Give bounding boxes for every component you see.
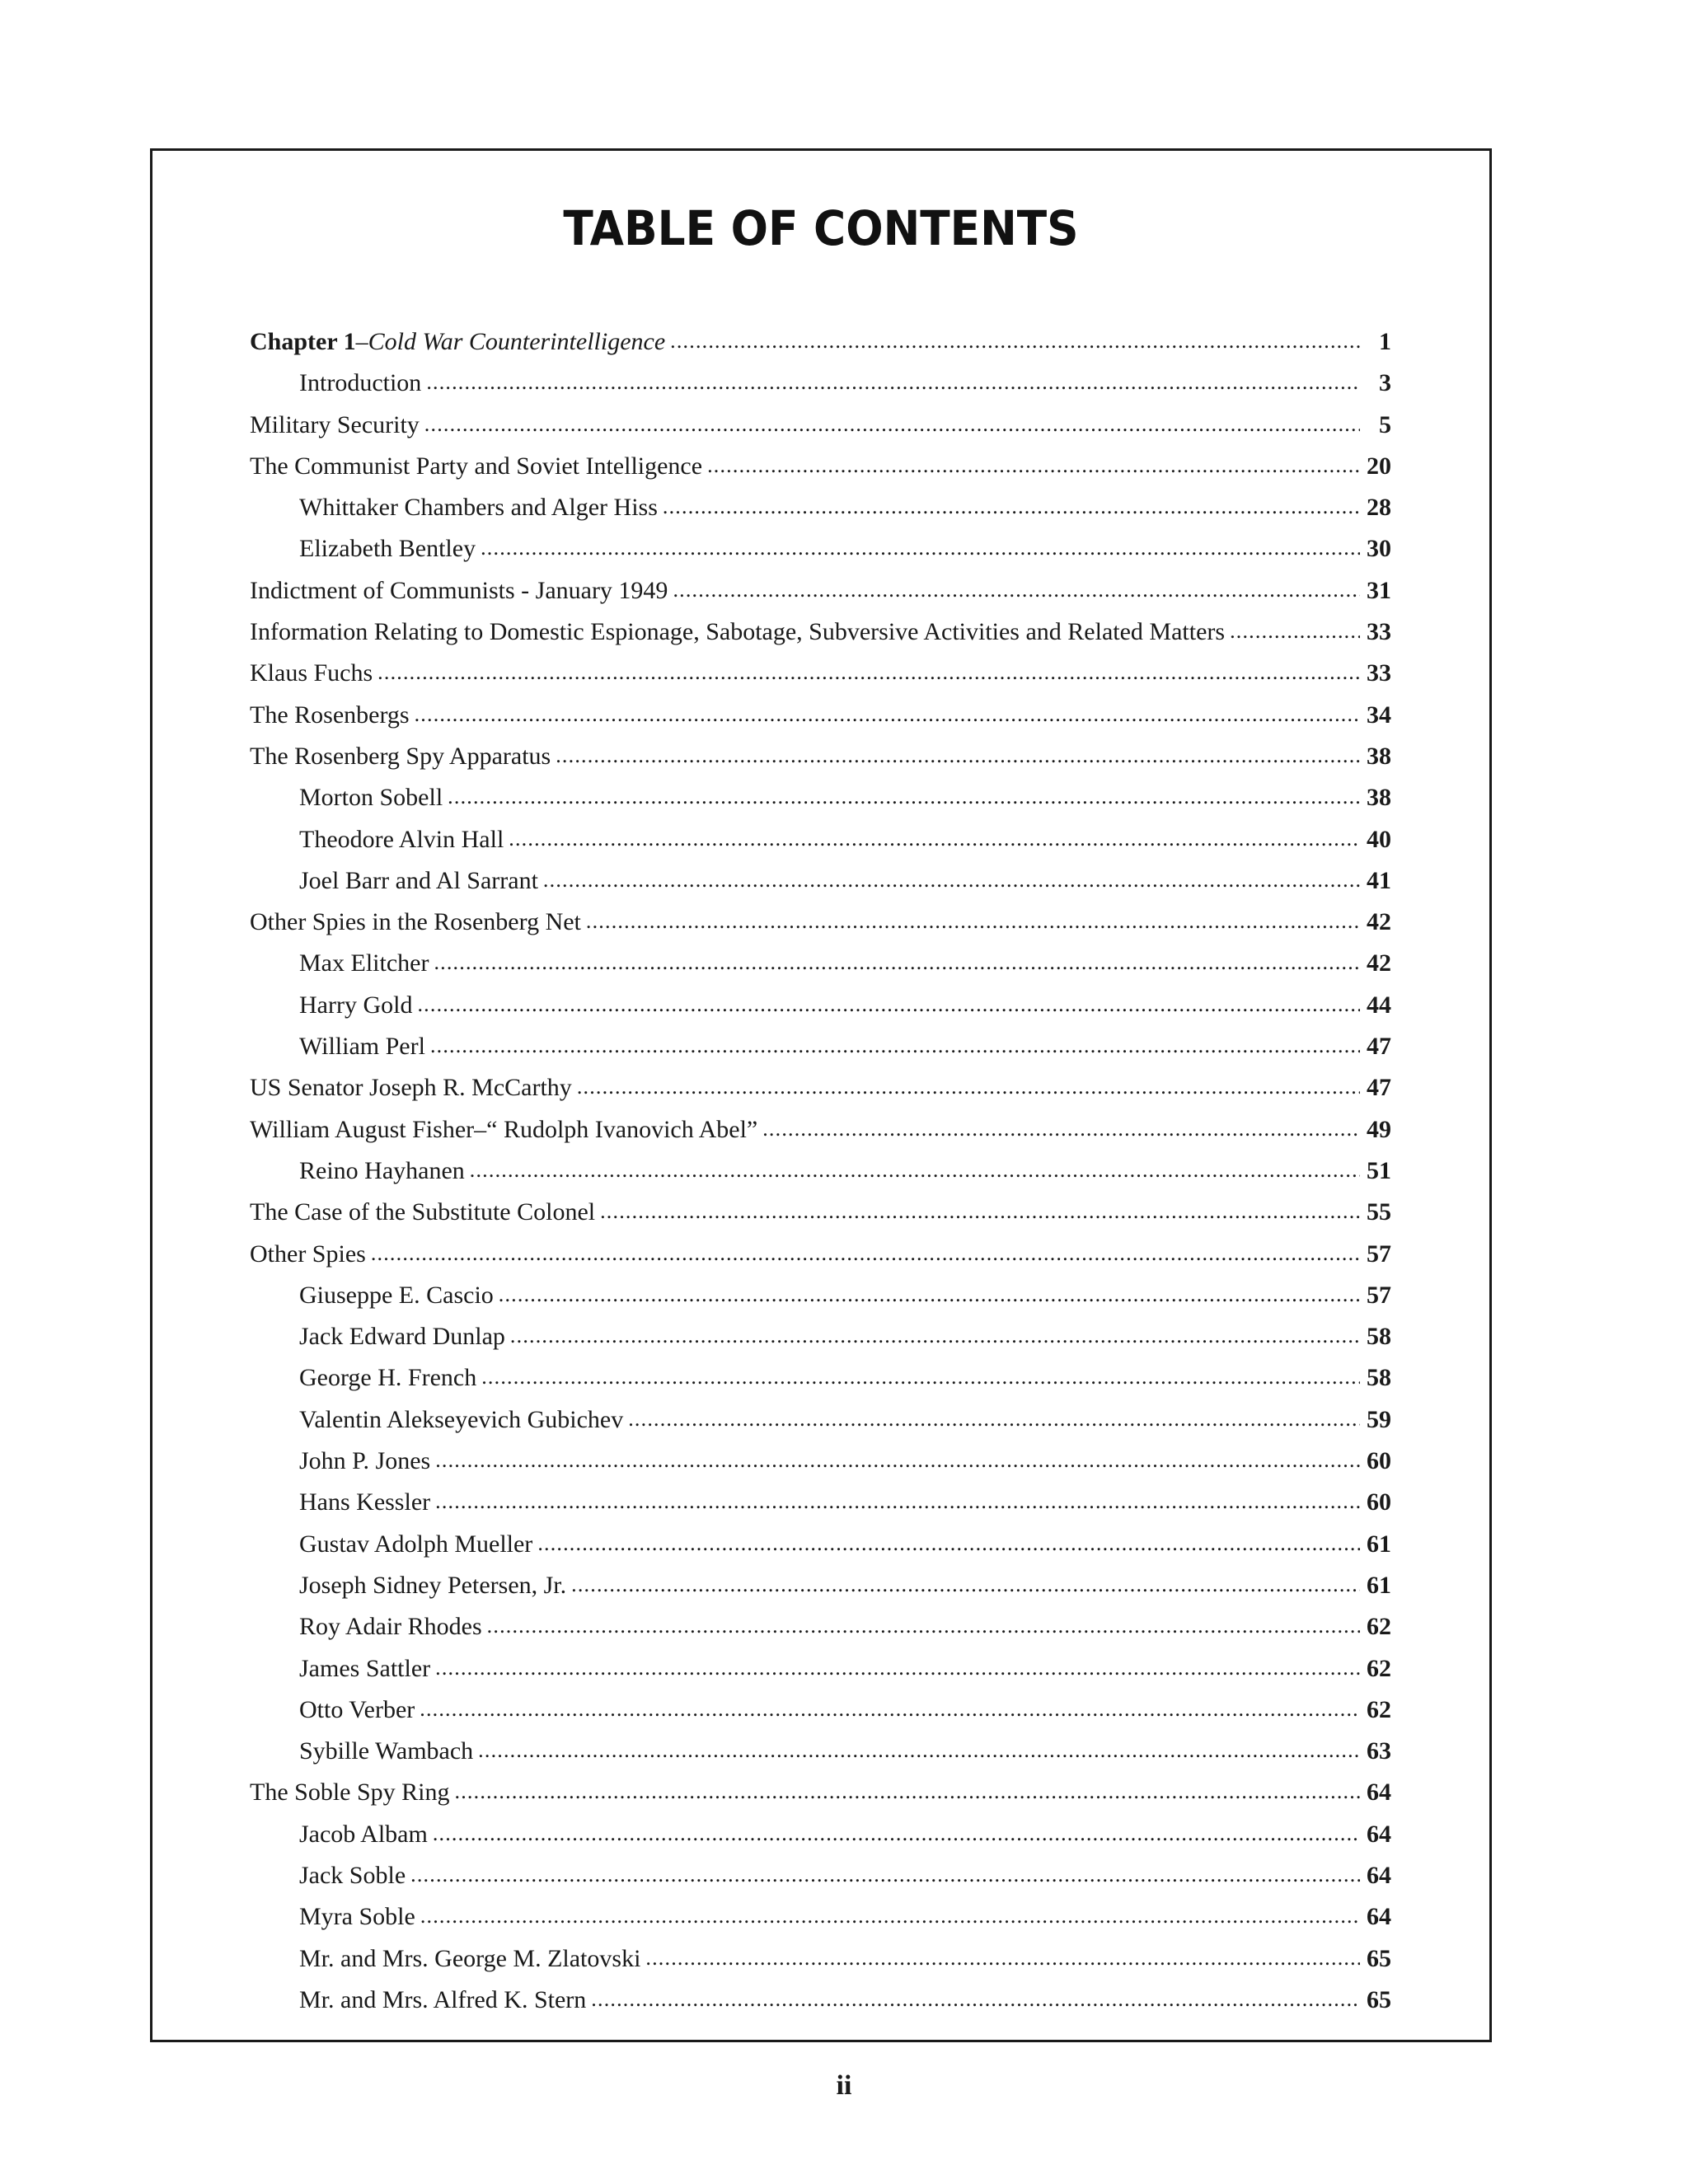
toc-entry-page: 64 — [1367, 1861, 1391, 1889]
toc-entry[interactable] — [250, 943, 1391, 984]
toc-entry-page: 33 — [1367, 618, 1391, 646]
toc-entry[interactable] — [250, 1316, 1391, 1357]
toc-entry[interactable] — [250, 1690, 1391, 1731]
dot-leader — [420, 1688, 1360, 1730]
toc-entry-page: 62 — [1367, 1654, 1391, 1682]
dot-leader — [478, 1729, 1360, 1771]
toc-entry[interactable] — [250, 1772, 1391, 1813]
dot-leader — [762, 1108, 1360, 1150]
toc-entry-label: Gustav Adolph Mueller — [299, 1530, 533, 1558]
dot-leader — [673, 569, 1360, 611]
toc-entry[interactable] — [250, 1855, 1391, 1896]
chapter-separator: – — [355, 328, 368, 355]
toc-entry[interactable] — [250, 1980, 1391, 2021]
toc-entry-label: Introduction — [299, 369, 422, 397]
dot-leader — [707, 444, 1360, 486]
toc-entry[interactable] — [250, 1648, 1391, 1690]
dot-leader — [481, 527, 1360, 569]
dot-leader — [426, 361, 1360, 403]
toc-entry-page: 65 — [1367, 1985, 1391, 2013]
toc-entry-label: Otto Verber — [299, 1695, 415, 1723]
toc-entry[interactable] — [250, 1192, 1391, 1233]
toc-entry-label: The Rosenbergs — [250, 701, 410, 729]
toc-entry-page: 47 — [1367, 1033, 1391, 1061]
toc-entry-label: Other Spies — [250, 1240, 366, 1268]
toc-entry[interactable] — [250, 1357, 1391, 1399]
toc-entry-label: The Rosenberg Spy Apparatus — [250, 742, 551, 770]
toc-entry-page: 58 — [1367, 1364, 1391, 1392]
toc-entry-page: 64 — [1367, 1903, 1391, 1931]
toc-entry-label: Valentin Alekseyevich Gubichev — [299, 1405, 624, 1433]
dot-leader — [481, 1356, 1360, 1398]
dot-leader — [415, 693, 1360, 735]
toc-entry[interactable] — [250, 1814, 1391, 1855]
toc-entry[interactable] — [250, 487, 1391, 528]
toc-entry[interactable] — [250, 1896, 1391, 1938]
toc-entry-page: 57 — [1367, 1281, 1391, 1309]
toc-entry-label: Myra Soble — [299, 1903, 415, 1931]
toc-entry[interactable] — [250, 819, 1391, 860]
toc-entry-label: Reino Hayhanen — [299, 1156, 465, 1184]
toc-entry-page: 40 — [1367, 825, 1391, 853]
toc-entry-page: 30 — [1367, 535, 1391, 563]
dot-leader — [377, 651, 1360, 693]
dot-leader — [556, 734, 1360, 776]
toc-entry[interactable] — [250, 653, 1391, 694]
toc-entry-label: John P. Jones — [299, 1447, 431, 1475]
toc-entry-page: 38 — [1367, 742, 1391, 770]
toc-entry-label — [250, 321, 665, 363]
toc-entry[interactable] — [250, 1606, 1391, 1647]
toc-entry-label: Hans Kessler — [299, 1488, 431, 1516]
toc-entry[interactable] — [250, 1151, 1391, 1192]
dot-leader — [455, 1770, 1360, 1812]
dot-leader — [430, 1024, 1360, 1066]
dot-leader — [420, 1895, 1360, 1937]
dot-leader — [628, 1398, 1360, 1440]
toc-entry-label: Giuseppe E. Cascio — [299, 1281, 494, 1309]
toc-entry-page: 5 — [1379, 410, 1391, 438]
dot-leader — [499, 1273, 1360, 1315]
toc-entry-label: The Communist Party and Soviet Intelligence — [250, 452, 703, 480]
dot-leader — [371, 1232, 1360, 1274]
toc-entry[interactable] — [250, 985, 1391, 1026]
toc-entry[interactable] — [250, 1731, 1391, 1772]
toc-entry-label: Morton Sobell — [299, 784, 443, 812]
chapter-number: Chapter 1 — [250, 328, 356, 355]
dot-leader — [1230, 610, 1360, 652]
toc-list — [250, 321, 1391, 2021]
toc-entry-label: William August Fisher–“ Rudolph Ivanovich Abel” — [250, 1115, 758, 1143]
toc-entry[interactable] — [250, 777, 1391, 818]
toc-entry[interactable] — [250, 1399, 1391, 1441]
toc-entry-label: Mr. and Mrs. Alfred K. Stern — [299, 1985, 587, 2013]
toc-entry[interactable] — [250, 1026, 1391, 1067]
dot-leader — [577, 1066, 1360, 1108]
toc-entry[interactable] — [250, 528, 1391, 569]
dot-leader — [591, 1978, 1360, 2020]
toc-entry-label: Joel Barr and Al Sarrant — [299, 866, 538, 894]
dot-leader — [537, 1522, 1360, 1564]
dot-leader — [435, 1480, 1360, 1522]
toc-entry[interactable] — [250, 1275, 1391, 1316]
toc-entry[interactable] — [250, 1109, 1391, 1151]
toc-entry-page: 60 — [1367, 1488, 1391, 1516]
toc-entry-page: 1 — [1379, 328, 1391, 355]
toc-entry[interactable] — [250, 321, 1391, 363]
toc-entry-page: 57 — [1367, 1240, 1391, 1268]
toc-entry-label: Information Relating to Domestic Espionage, Sabotage, Subversive Activities and Related Matters — [250, 618, 1226, 646]
toc-entry-page: 20 — [1367, 452, 1391, 480]
toc-entry-page: 3 — [1379, 369, 1391, 397]
dot-leader — [645, 1937, 1360, 1979]
dot-leader — [424, 403, 1360, 445]
toc-entry-label: US Senator Joseph R. McCarthy — [250, 1074, 572, 1102]
page-number-footer: ii — [836, 2070, 852, 2101]
dot-leader — [510, 1315, 1360, 1357]
toc-entry-page: 62 — [1367, 1613, 1391, 1641]
toc-entry-page: 34 — [1367, 701, 1391, 729]
toc-entry-label: James Sattler — [299, 1654, 431, 1682]
dot-leader — [433, 1812, 1360, 1854]
toc-entry[interactable] — [250, 860, 1391, 902]
toc-entry[interactable] — [250, 570, 1391, 612]
toc-entry-page: 55 — [1367, 1198, 1391, 1226]
toc-entry-page: 47 — [1367, 1074, 1391, 1102]
toc-entry-page: 28 — [1367, 494, 1391, 522]
dot-leader — [487, 1605, 1360, 1647]
toc-entry-page: 41 — [1367, 866, 1391, 894]
toc-entry-label: The Case of the Substitute Colonel — [250, 1198, 596, 1226]
toc-entry-page: 60 — [1367, 1447, 1391, 1475]
toc-entry-label: Sybille Wambach — [299, 1737, 474, 1765]
dot-leader — [410, 1854, 1360, 1896]
dot-leader — [586, 900, 1360, 942]
dot-leader — [448, 776, 1360, 818]
toc-entry-page: 31 — [1367, 576, 1391, 604]
toc-entry-page: 64 — [1367, 1820, 1391, 1848]
dot-leader — [509, 818, 1360, 860]
toc-entry-page: 38 — [1367, 784, 1391, 812]
toc-entry-page: 61 — [1367, 1571, 1391, 1599]
toc-entry[interactable] — [250, 1067, 1391, 1108]
toc-entry[interactable] — [250, 363, 1391, 404]
toc-entry-label: William Perl — [299, 1033, 425, 1061]
toc-entry[interactable] — [250, 902, 1391, 943]
toc-entry[interactable] — [250, 446, 1391, 487]
toc-entry[interactable] — [250, 1482, 1391, 1523]
toc-entry[interactable] — [250, 405, 1391, 446]
toc-entry[interactable] — [250, 1234, 1391, 1275]
dot-leader — [543, 859, 1360, 901]
toc-entry[interactable] — [250, 736, 1391, 777]
toc-entry-label: Jack Soble — [299, 1861, 406, 1889]
toc-entry-page: 44 — [1367, 991, 1391, 1019]
toc-entry[interactable] — [250, 1938, 1391, 1980]
toc-entry[interactable] — [250, 1441, 1391, 1482]
dot-leader — [670, 320, 1360, 362]
toc-entry[interactable] — [250, 1565, 1391, 1606]
toc-entry-label: Harry Gold — [299, 991, 413, 1019]
toc-entry-page: 61 — [1367, 1530, 1391, 1558]
toc-entry-page: 51 — [1367, 1156, 1391, 1184]
toc-entry-label: Jacob Albam — [299, 1820, 428, 1848]
toc-entry-label: Theodore Alvin Hall — [299, 825, 504, 853]
dot-leader — [600, 1190, 1360, 1232]
toc-entry-page: 65 — [1367, 1944, 1391, 1972]
toc-entry-label: Indictment of Communists - January 1949 — [250, 576, 668, 604]
toc-entry-label: Joseph Sidney Petersen, Jr. — [299, 1571, 567, 1599]
toc-entry-label: The Soble Spy Ring — [250, 1779, 450, 1807]
toc-entry-page: 58 — [1367, 1323, 1391, 1351]
dot-leader — [435, 1647, 1360, 1689]
toc-entry-page: 59 — [1367, 1405, 1391, 1433]
dot-leader — [663, 485, 1360, 527]
chapter-title: Cold War Counterintelligence — [368, 328, 666, 355]
toc-entry-page: 33 — [1367, 659, 1391, 687]
toc-frame — [150, 148, 1492, 2042]
dot-leader — [435, 1439, 1360, 1481]
dot-leader — [470, 1149, 1360, 1191]
toc-entry-label: Mr. and Mrs. George M. Zlatovski — [299, 1944, 641, 1972]
toc-entry[interactable] — [250, 1524, 1391, 1565]
toc-entry[interactable] — [250, 612, 1391, 653]
toc-entry-page: 42 — [1367, 949, 1391, 977]
toc-entry-label: Military Security — [250, 410, 420, 438]
dot-leader — [571, 1563, 1360, 1605]
toc-entry[interactable] — [250, 695, 1391, 736]
toc-entry-label: George H. French — [299, 1364, 477, 1392]
toc-entry-page: 63 — [1367, 1737, 1391, 1765]
toc-entry-label: Roy Adair Rhodes — [299, 1613, 482, 1641]
dot-leader — [417, 983, 1360, 1025]
toc-entry-page: 64 — [1367, 1779, 1391, 1807]
toc-entry-page: 49 — [1367, 1115, 1391, 1143]
toc-entry-label: Whittaker Chambers and Alger Hiss — [299, 494, 658, 522]
dot-leader — [434, 941, 1360, 983]
toc-entry-page: 62 — [1367, 1695, 1391, 1723]
toc-entry-label: Jack Edward Dunlap — [299, 1323, 505, 1351]
toc-entry-label: Other Spies in the Rosenberg Net — [250, 908, 581, 936]
toc-entry-label: Klaus Fuchs — [250, 659, 373, 687]
toc-entry-label: Elizabeth Bentley — [299, 535, 476, 563]
toc-entry-page: 42 — [1367, 908, 1391, 936]
page-title: TABLE OF CONTENTS — [563, 200, 1079, 256]
toc-entry-label: Max Elitcher — [299, 949, 429, 977]
